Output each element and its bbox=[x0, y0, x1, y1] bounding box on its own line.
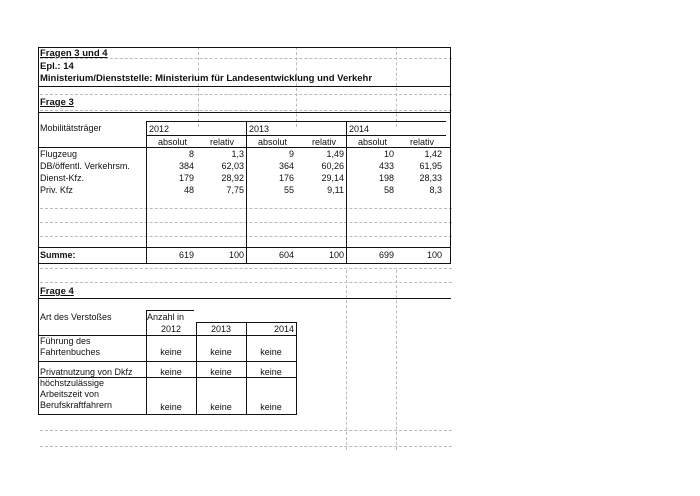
cell-value: 62,03 bbox=[221, 161, 244, 171]
cell-value: 61,95 bbox=[419, 161, 442, 171]
cell-value: 179 bbox=[178, 173, 194, 183]
document-title: Fragen 3 und 4 bbox=[40, 48, 108, 59]
absolut-header: absolut bbox=[158, 137, 188, 147]
cell-value: keine bbox=[160, 347, 182, 357]
cell-value: 48 bbox=[183, 185, 194, 195]
cell-value: 7,75 bbox=[226, 185, 244, 195]
relativ-header: relativ bbox=[312, 137, 337, 147]
cell-value: 28,33 bbox=[419, 173, 442, 183]
year-2014-header: 2014 bbox=[273, 324, 294, 334]
divider bbox=[38, 86, 451, 87]
divider bbox=[38, 298, 451, 299]
cell-value: keine bbox=[210, 347, 232, 357]
grid-line bbox=[296, 47, 297, 127]
row-line bbox=[38, 361, 296, 362]
row-label: Priv. Kfz bbox=[40, 185, 73, 195]
year-2014-header: 2014 bbox=[349, 124, 370, 134]
summe-top-line bbox=[38, 247, 451, 248]
row-label: Berufskraftfahrern bbox=[40, 400, 113, 410]
cell-value: keine bbox=[260, 347, 282, 357]
relativ-header: relativ bbox=[410, 137, 435, 147]
column-line bbox=[346, 121, 347, 263]
cell-value: keine bbox=[160, 367, 182, 377]
year-2012-header: 2012 bbox=[160, 324, 182, 334]
column-line bbox=[296, 322, 297, 415]
column-line bbox=[246, 121, 247, 263]
cell-value: 364 bbox=[278, 161, 294, 171]
cell-value: keine bbox=[210, 402, 232, 412]
row-label: Flugzeug bbox=[40, 149, 78, 159]
column-line bbox=[146, 121, 147, 263]
cell-value: 176 bbox=[278, 173, 294, 183]
cell-value: 8 bbox=[188, 149, 194, 159]
table-bottom-line bbox=[38, 414, 296, 415]
frame-left bbox=[38, 47, 39, 415]
header-bottom-line bbox=[38, 147, 451, 148]
cell-value: 8,3 bbox=[429, 185, 442, 195]
cell-value: 1,42 bbox=[424, 149, 442, 159]
year-header-bottom bbox=[146, 135, 446, 136]
ministry-label: Ministerium/Dienststelle: Ministerium für Landesentwicklung und Verkehr bbox=[40, 73, 373, 84]
relativ-header: relativ bbox=[210, 137, 235, 147]
row-label: Privatnutzung von Dkfz bbox=[40, 367, 133, 377]
grid-line bbox=[40, 430, 452, 431]
cell-value: 55 bbox=[283, 185, 294, 195]
cell-value: 1,3 bbox=[231, 149, 244, 159]
absolut-header: absolut bbox=[258, 137, 288, 147]
cell-value: 9 bbox=[288, 149, 294, 159]
epl-label: Epl.: 14 bbox=[40, 61, 74, 72]
summe-value: 100 bbox=[228, 250, 244, 260]
summe-label: Summe: bbox=[40, 250, 76, 260]
year-header-top bbox=[196, 322, 296, 323]
cell-value: 58 bbox=[383, 185, 394, 195]
art-des-verstosses-header: Art des Verstoßes bbox=[40, 312, 112, 322]
cell-value: 433 bbox=[378, 161, 394, 171]
table-border bbox=[38, 112, 451, 113]
grid-line bbox=[40, 268, 452, 269]
year-header-top bbox=[146, 121, 446, 122]
anzahl-top-line bbox=[146, 310, 194, 311]
frame-right bbox=[450, 47, 451, 263]
row-label: Führung des bbox=[40, 336, 91, 346]
year-2013-header: 2013 bbox=[249, 124, 270, 134]
cell-value: 9,11 bbox=[327, 185, 344, 195]
grid-line bbox=[40, 446, 452, 447]
cell-value: 384 bbox=[178, 161, 194, 171]
grid-line bbox=[396, 270, 397, 450]
row-label: Dienst-Kfz. bbox=[40, 173, 85, 183]
cell-value: 28,92 bbox=[221, 173, 244, 183]
grid-line bbox=[40, 94, 452, 95]
cell-value: 1,49 bbox=[326, 149, 344, 159]
summe-bottom-line bbox=[38, 263, 451, 264]
row-label: höchstzulässige bbox=[40, 378, 105, 388]
cell-value: 60,26 bbox=[321, 161, 344, 171]
cell-value: keine bbox=[160, 402, 182, 412]
summe-value: 100 bbox=[426, 250, 442, 260]
summe-value: 604 bbox=[278, 250, 294, 260]
grid-line bbox=[198, 47, 199, 127]
cell-value: keine bbox=[260, 367, 282, 377]
cell-value: keine bbox=[260, 402, 282, 412]
summe-value: 619 bbox=[178, 250, 194, 260]
grid-line bbox=[40, 282, 452, 283]
grid-line bbox=[40, 110, 452, 111]
mobilitaetstraeger-header: Mobilitätsträger bbox=[40, 123, 102, 133]
cell-value: 29,14 bbox=[321, 173, 344, 183]
cell-value: keine bbox=[210, 367, 232, 377]
frage3-label: Frage 3 bbox=[40, 97, 74, 108]
year-2013-header: 2013 bbox=[210, 324, 232, 334]
absolut-header: absolut bbox=[358, 137, 388, 147]
summe-value: 100 bbox=[328, 250, 344, 260]
summe-value: 699 bbox=[378, 250, 394, 260]
year-2012-header: 2012 bbox=[149, 124, 170, 134]
grid-line bbox=[346, 270, 347, 450]
grid-line bbox=[396, 47, 397, 127]
anzahl-header: Anzahl in bbox=[147, 312, 185, 322]
cell-value: 198 bbox=[378, 173, 394, 183]
row-label: Fahrtenbuches bbox=[40, 347, 101, 357]
frage4-label: Frage 4 bbox=[40, 286, 74, 297]
row-label: DB/öffentl. Verkehrsm. bbox=[40, 161, 130, 171]
row-label: Arbeitszeit von bbox=[40, 389, 100, 399]
cell-value: 10 bbox=[383, 149, 394, 159]
